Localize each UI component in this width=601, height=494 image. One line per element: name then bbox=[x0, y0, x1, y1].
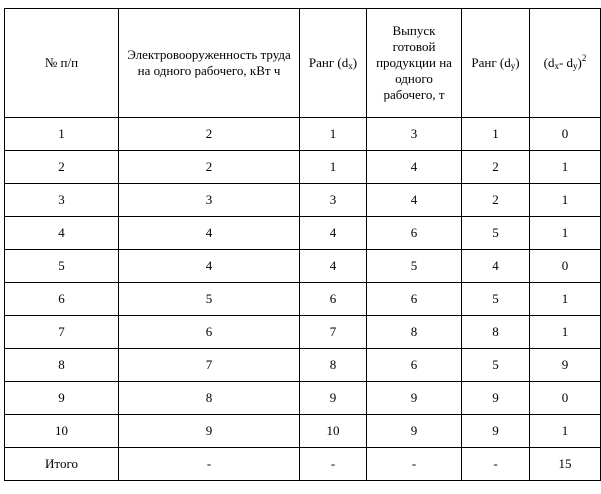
cell-diff-squared: 0 bbox=[530, 118, 601, 151]
table-row bbox=[5, 349, 601, 382]
header-rank-y-prefix: Ранг (d bbox=[471, 55, 511, 70]
cell-diff-squared: 0 bbox=[530, 250, 601, 283]
table-row bbox=[5, 382, 601, 415]
cell-rank-y: 5 bbox=[462, 217, 530, 250]
cell-output: 9 bbox=[367, 415, 462, 448]
cell-equipment: 6 bbox=[119, 316, 300, 349]
cell-equipment: 2 bbox=[119, 151, 300, 184]
header-output: Выпуск готовой продукции на одного рабочего, т bbox=[367, 9, 462, 118]
cell-diff-squared: 1 bbox=[530, 151, 601, 184]
table-row bbox=[5, 217, 601, 250]
cell-num: 10 bbox=[5, 415, 119, 448]
cell-num: 1 bbox=[5, 118, 119, 151]
cell-num: 8 bbox=[5, 349, 119, 382]
header-diff-sup: 2 bbox=[581, 53, 587, 63]
cell-equipment: 8 bbox=[119, 382, 300, 415]
cell-diff-squared: 1 bbox=[530, 415, 601, 448]
cell-output: 6 bbox=[367, 217, 462, 250]
cell-rank-y: 5 bbox=[462, 349, 530, 382]
header-rank-y bbox=[462, 9, 530, 118]
header-diff-a: (d bbox=[543, 55, 555, 70]
header-rank-x bbox=[300, 9, 367, 118]
total-output: - bbox=[367, 448, 462, 481]
header-diff-sub-x: x bbox=[554, 61, 559, 71]
cell-output: 4 bbox=[367, 151, 462, 184]
cell-equipment: 5 bbox=[119, 283, 300, 316]
cell-output: 3 bbox=[367, 118, 462, 151]
header-diff-squared bbox=[530, 9, 601, 118]
cell-rank-x: 8 bbox=[300, 349, 367, 382]
cell-rank-y: 9 bbox=[462, 382, 530, 415]
header-row bbox=[5, 9, 601, 118]
cell-equipment: 2 bbox=[119, 118, 300, 151]
cell-rank-x: 1 bbox=[300, 118, 367, 151]
cell-diff-squared: 1 bbox=[530, 283, 601, 316]
cell-diff-squared: 0 bbox=[530, 382, 601, 415]
header-rank-x-sub: x bbox=[348, 61, 353, 71]
cell-rank-x: 9 bbox=[300, 382, 367, 415]
cell-rank-y: 4 bbox=[462, 250, 530, 283]
cell-num: 2 bbox=[5, 151, 119, 184]
header-rank-x-prefix: Ранг (d bbox=[308, 55, 349, 70]
cell-equipment: 3 bbox=[119, 184, 300, 217]
cell-equipment: 7 bbox=[119, 349, 300, 382]
cell-num: 9 bbox=[5, 382, 119, 415]
cell-output: 6 bbox=[367, 349, 462, 382]
cell-rank-x: 6 bbox=[300, 283, 367, 316]
header-diff-b: - d bbox=[558, 55, 574, 70]
cell-rank-x: 10 bbox=[300, 415, 367, 448]
cell-equipment: 4 bbox=[119, 250, 300, 283]
header-rank-y-suffix: ) bbox=[515, 55, 520, 70]
table-row bbox=[5, 118, 601, 151]
cell-num: 5 bbox=[5, 250, 119, 283]
cell-diff-squared: 9 bbox=[530, 349, 601, 382]
total-row bbox=[5, 448, 601, 481]
cell-output: 8 bbox=[367, 316, 462, 349]
cell-num: 6 bbox=[5, 283, 119, 316]
header-rank-y-sub: y bbox=[510, 61, 516, 71]
cell-rank-x: 3 bbox=[300, 184, 367, 217]
header-diff-sub-y: y bbox=[573, 61, 578, 71]
cell-num: 3 bbox=[5, 184, 119, 217]
cell-rank-y: 1 bbox=[462, 118, 530, 151]
cell-rank-y: 5 bbox=[462, 283, 530, 316]
cell-equipment: 9 bbox=[119, 415, 300, 448]
cell-rank-x: 4 bbox=[300, 250, 367, 283]
table-row bbox=[5, 151, 601, 184]
table-row bbox=[5, 250, 601, 283]
header-rank-x-suffix: ) bbox=[352, 55, 358, 70]
cell-diff-squared: 1 bbox=[530, 184, 601, 217]
cell-output: 4 bbox=[367, 184, 462, 217]
cell-diff-squared: 1 bbox=[530, 316, 601, 349]
header-num: № п/п bbox=[5, 9, 119, 118]
cell-output: 5 bbox=[367, 250, 462, 283]
cell-diff-squared: 1 bbox=[530, 217, 601, 250]
total-rank-y: - bbox=[462, 448, 530, 481]
cell-rank-x: 7 bbox=[300, 316, 367, 349]
header-diff-c: ) bbox=[577, 55, 582, 70]
table-row bbox=[5, 415, 601, 448]
table-row bbox=[5, 283, 601, 316]
cell-num: 7 bbox=[5, 316, 119, 349]
cell-equipment: 4 bbox=[119, 217, 300, 250]
cell-rank-y: 2 bbox=[462, 184, 530, 217]
cell-rank-x: 4 bbox=[300, 217, 367, 250]
spearman-rank-table bbox=[4, 8, 601, 481]
total-diff-squared: 15 bbox=[530, 448, 601, 481]
cell-output: 6 bbox=[367, 283, 462, 316]
cell-rank-y: 8 bbox=[462, 316, 530, 349]
cell-output: 9 bbox=[367, 382, 462, 415]
cell-num: 4 bbox=[5, 217, 119, 250]
header-equipment: Электровооруженность труда на одного рабочего, кВт ч bbox=[119, 9, 300, 118]
table-row bbox=[5, 184, 601, 217]
total-label: Итого bbox=[5, 448, 119, 481]
total-rank-x: - bbox=[300, 448, 367, 481]
total-equipment: - bbox=[119, 448, 300, 481]
cell-rank-y: 2 bbox=[462, 151, 530, 184]
cell-rank-x: 1 bbox=[300, 151, 367, 184]
table-row bbox=[5, 316, 601, 349]
cell-rank-y: 9 bbox=[462, 415, 530, 448]
